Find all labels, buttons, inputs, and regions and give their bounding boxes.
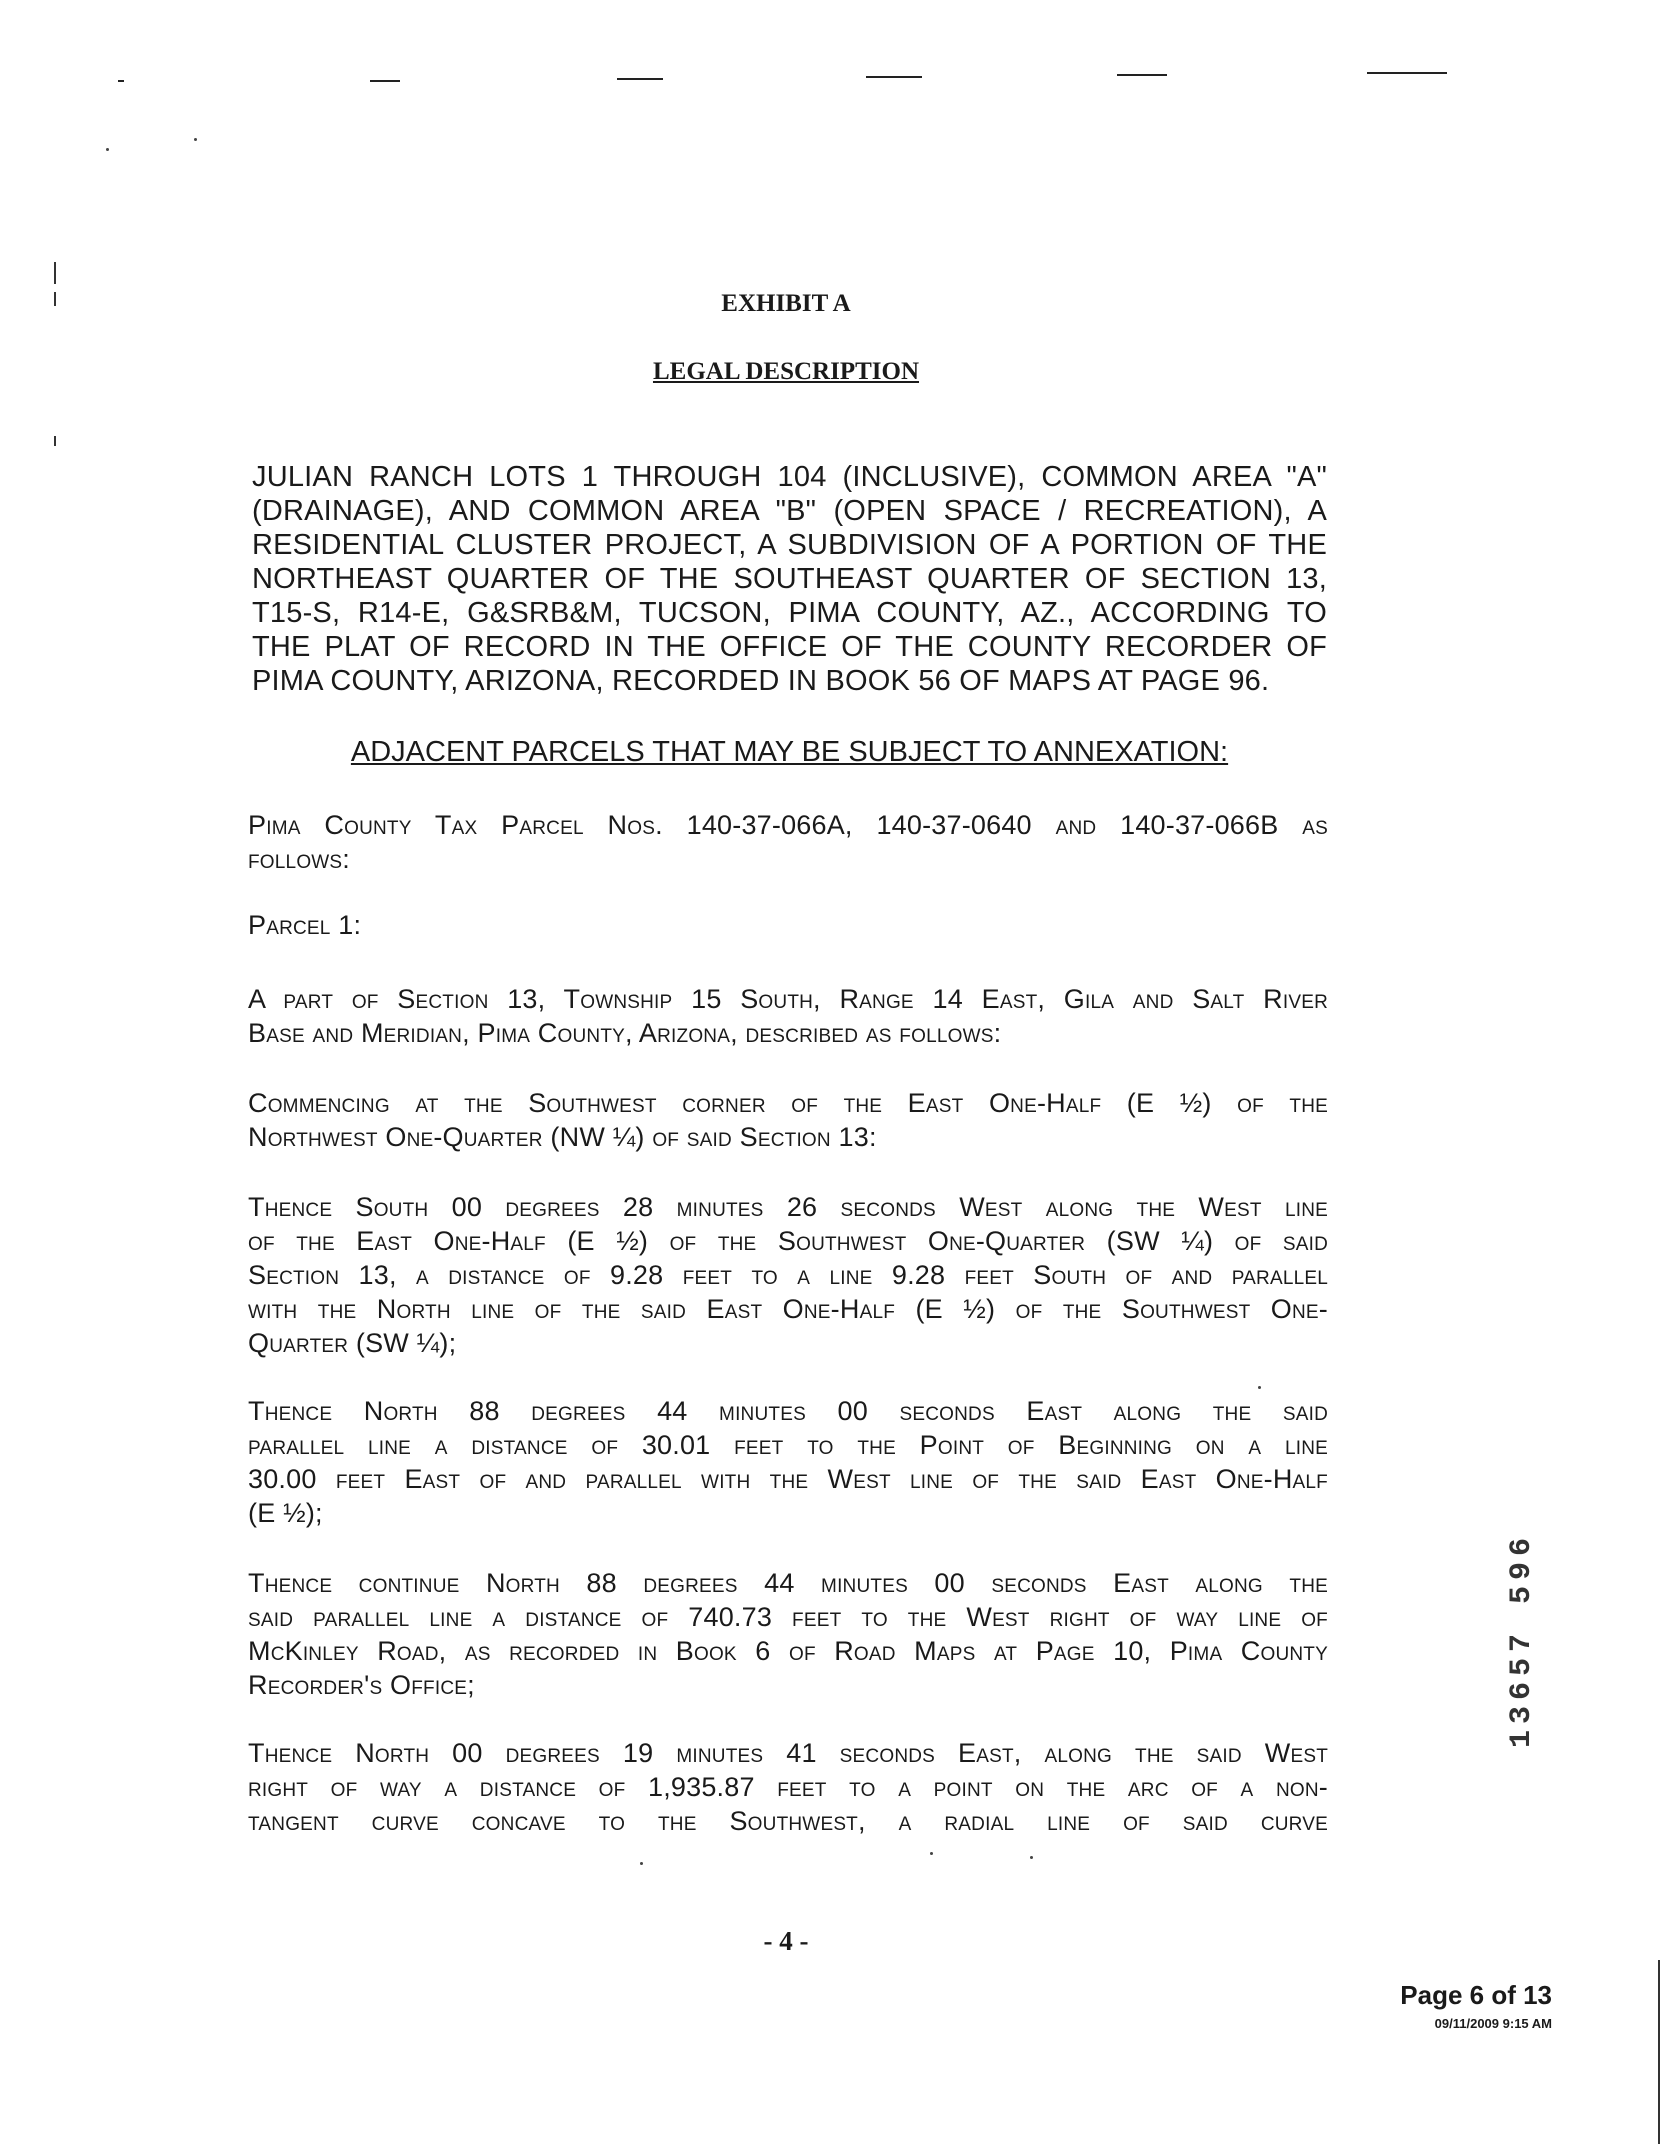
tax-parcels-paragraph bbox=[248, 808, 1328, 876]
legal-description-title: LEGAL DESCRIPTION bbox=[652, 358, 920, 385]
paragraph-line: Section 13, a distance of 9.28 feet to a line 9.28 feet South of and parallel bbox=[248, 1260, 1328, 1290]
paragraph-line: Base and Meridian, Pima County, Arizona, described as follows: bbox=[248, 1018, 1002, 1048]
paragraph-4 bbox=[248, 1394, 1328, 1530]
scan-dot-2 bbox=[194, 138, 197, 141]
paragraph-5 bbox=[248, 1566, 1328, 1702]
paragraph-line: 30.00 feet East of and parallel with the West line of the said East One-Half bbox=[248, 1464, 1328, 1494]
scan-dash-5 bbox=[1117, 74, 1167, 76]
scan-dot-6 bbox=[1030, 1856, 1033, 1859]
paragraph-line: McKinley Road, as recorded in Book 6 of Road Maps at Page 10, Pima County bbox=[248, 1636, 1328, 1666]
paragraph-line: said parallel line a distance of 740.73 feet to the West right of way line of bbox=[248, 1602, 1328, 1632]
scan-dash-3 bbox=[617, 78, 663, 80]
paragraph-line: (E ½); bbox=[248, 1498, 323, 1528]
parcel-label bbox=[248, 908, 1328, 942]
intro-line: T15-S, R14-E, G&SRB&M, TUCSON, PIMA COUNTY, AZ., ACCORDING TO bbox=[252, 597, 1327, 629]
scan-dash-2 bbox=[370, 80, 400, 82]
paragraph-line: Thence North 00 degrees 19 minutes 41 seconds East, along the said West bbox=[248, 1738, 1328, 1768]
paragraph-2 bbox=[248, 1086, 1328, 1154]
scan-mark-3 bbox=[54, 436, 56, 446]
paragraph-line: tangent curve concave to the Southwest, a radial line of said curve bbox=[248, 1806, 1328, 1836]
scan-dash-1 bbox=[118, 80, 124, 82]
intro-line: NORTHEAST QUARTER OF THE SOUTHEAST QUARTER OF SECTION 13, bbox=[252, 563, 1327, 595]
adjacent-parcels-heading: ADJACENT PARCELS THAT MAY BE SUBJECT TO ANNEXATION: bbox=[350, 736, 1229, 768]
paragraph-line: Thence North 88 degrees 44 minutes 00 seconds East along the said bbox=[248, 1396, 1328, 1426]
paragraph-line: A part of Section 13, Township 15 South, Range 14 East, Gila and Salt River bbox=[248, 984, 1328, 1014]
paragraph-line: Northwest One-Quarter (NW ¼) of said Section 13: bbox=[248, 1122, 877, 1152]
exhibit-title: EXHIBIT A bbox=[721, 290, 851, 317]
tax-parcels-line: follows: bbox=[248, 844, 351, 874]
scan-dot-5 bbox=[930, 1852, 933, 1855]
paragraph-6 bbox=[248, 1736, 1328, 1838]
intro-line: PIMA COUNTY, ARIZONA, RECORDED IN BOOK 56 OF MAPS AT PAGE 96. bbox=[252, 665, 1270, 697]
paragraph-line: with the North line of the said East One-Half (E ½) of the Southwest One- bbox=[248, 1294, 1328, 1324]
paragraph-line: parallel line a distance of 30.01 feet to the Point of Beginning on a line bbox=[248, 1430, 1328, 1460]
intro-line: (DRAINAGE), AND COMMON AREA "B" (OPEN SPACE / RECREATION), A bbox=[252, 495, 1327, 527]
scan-dot-4 bbox=[640, 1862, 643, 1865]
paragraph-1 bbox=[248, 982, 1328, 1050]
intro-line: RESIDENTIAL CLUSTER PROJECT, A SUBDIVISION OF A PORTION OF THE bbox=[252, 529, 1327, 561]
docket-stamp: 13657 596 bbox=[1505, 1531, 1539, 1749]
scan-mark-1 bbox=[54, 262, 56, 284]
paragraph-line: of the East One-Half (E ½) of the Southwest One-Quarter (SW ¼) of said bbox=[248, 1226, 1328, 1256]
paragraph-line: Commencing at the Southwest corner of the East One-Half (E ½) of the bbox=[248, 1088, 1328, 1118]
page-number: - 4 - bbox=[763, 1926, 809, 1956]
intro-paragraph bbox=[252, 460, 1327, 698]
recorder-page-stamp: Page 6 of 13 bbox=[1400, 1980, 1552, 2010]
paragraph-line: Thence continue North 88 degrees 44 minutes 00 seconds East along the bbox=[248, 1568, 1328, 1598]
recorder-datetime-stamp: 09/11/2009 9:15 AM bbox=[1434, 2016, 1552, 2031]
paragraph-line: Quarter (SW ¼); bbox=[248, 1328, 457, 1358]
scan-dash-4 bbox=[866, 76, 922, 78]
tax-parcels-line: Pima County Tax Parcel Nos. 140-37-066A, 140-37-0640 and 140-37-066B as bbox=[248, 810, 1328, 840]
parcel-label-text: Parcel 1: bbox=[248, 910, 362, 940]
scan-edge bbox=[1658, 1960, 1660, 2144]
intro-line: JULIAN RANCH LOTS 1 THROUGH 104 (INCLUSIVE), COMMON AREA "A" bbox=[252, 461, 1327, 493]
paragraph-3 bbox=[248, 1190, 1328, 1360]
paragraph-line: right of way a distance of 1,935.87 feet to a point on the arc of a non- bbox=[248, 1772, 1328, 1802]
paragraph-line: Thence South 00 degrees 28 minutes 26 seconds West along the West line bbox=[248, 1192, 1328, 1222]
scan-dash-6 bbox=[1367, 72, 1447, 74]
scan-dot-3 bbox=[1258, 1386, 1261, 1389]
paragraph-line: Recorder's Office; bbox=[248, 1670, 475, 1700]
intro-line: THE PLAT OF RECORD IN THE OFFICE OF THE COUNTY RECORDER OF bbox=[252, 631, 1327, 663]
scan-dot-1 bbox=[106, 148, 109, 151]
